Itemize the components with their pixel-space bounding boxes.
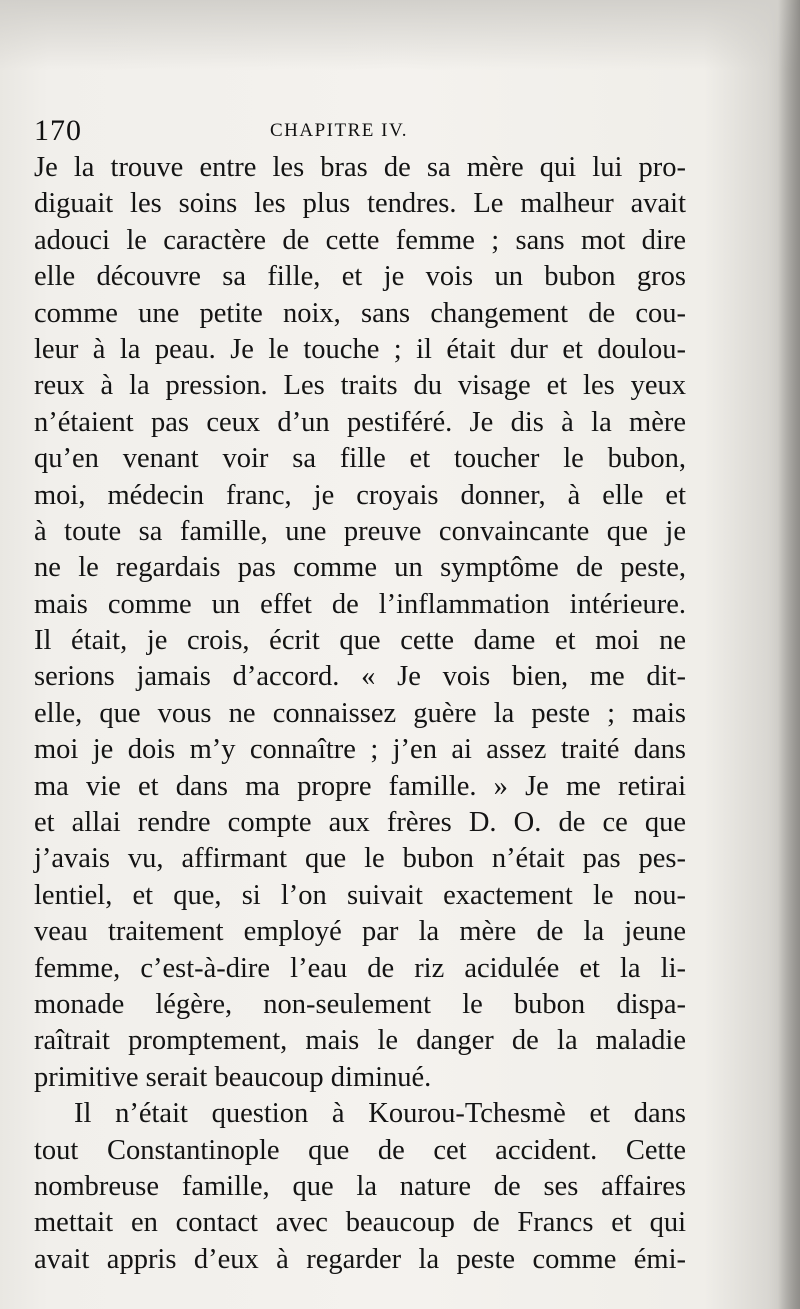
- text-line: adouci le caractère de cette femme ; sans mot dire: [34, 224, 686, 256]
- text-line: et allai rendre compte aux frères D. O. de ce que: [34, 807, 686, 839]
- text-line: leur à la peau. Je le touche ; il était dur et doulou-: [34, 333, 686, 365]
- text-line: mettait en contact avec beaucoup de Francs et qui: [34, 1207, 686, 1239]
- text-line: n’étaient pas ceux d’un pestiféré. Je dis à la mère: [34, 406, 686, 438]
- text-line: Je la trouve entre les bras de sa mère qui lui pro-: [34, 152, 686, 183]
- running-head: CHAPITRE IV.: [270, 120, 408, 141]
- text-line: ne le regardais pas comme un symptôme de peste,: [34, 552, 686, 584]
- body-text: [34, 150, 686, 1278]
- text-line: moi je dois m’y connaître ; j’en ai assez traité dans: [34, 734, 686, 766]
- page-header: [34, 114, 734, 154]
- text-line: Il était, je crois, écrit que cette dame et moi ne: [34, 625, 686, 657]
- text-line: avait appris d’eux à regarder la peste comme émi-: [34, 1243, 686, 1275]
- text-line: monade légère, non-seulement le bubon dispa-: [34, 988, 686, 1020]
- text-line: lentiel, et que, si l’on suivait exactement le nou-: [34, 879, 686, 911]
- text-line: comme une petite noix, sans changement de cou-: [34, 297, 686, 329]
- text-line: elle découvre sa fille, et je vois un bubon gros: [34, 261, 686, 293]
- text-line: raîtrait promptement, mais le danger de la maladie: [34, 1025, 686, 1057]
- text-line: j’avais vu, affirmant que le bubon n’était pas pes-: [34, 843, 686, 875]
- text-line: moi, médecin franc, je croyais donner, à elle et: [34, 479, 686, 511]
- text-line: elle, que vous ne connaissez guère la peste ; mais: [34, 697, 686, 729]
- text-line: ma vie et dans ma propre famille. » Je me retirai: [34, 770, 686, 802]
- text-line: veau traitement employé par la mère de la jeune: [34, 916, 686, 948]
- paragraph-start-line: Il n’était question à Kourou-Tchesmè et dans: [74, 1098, 686, 1130]
- text-line: diguait les soins les plus tendres. Le malheur avait: [34, 188, 686, 220]
- page-number: 170: [34, 114, 82, 147]
- text-line: qu’en venant voir sa fille et toucher le bubon,: [34, 443, 686, 475]
- text-line: tout Constantinople que de cet accident. Cette: [34, 1134, 686, 1166]
- text-line: reux à la pression. Les traits du visage et les yeux: [34, 370, 686, 402]
- text-line: à toute sa famille, une preuve convaincante que je: [34, 515, 686, 547]
- text-line: femme, c’est-à-dire l’eau de riz acidulée et la li-: [34, 952, 686, 984]
- paragraph-end-line: primitive serait beaucoup diminué.: [34, 1061, 432, 1093]
- text-line: mais comme un effet de l’inflammation intérieure.: [34, 588, 686, 620]
- text-line: serions jamais d’accord. « Je vois bien, me dit-: [34, 661, 686, 693]
- text-line: nombreuse famille, que la nature de ses affaires: [34, 1170, 686, 1202]
